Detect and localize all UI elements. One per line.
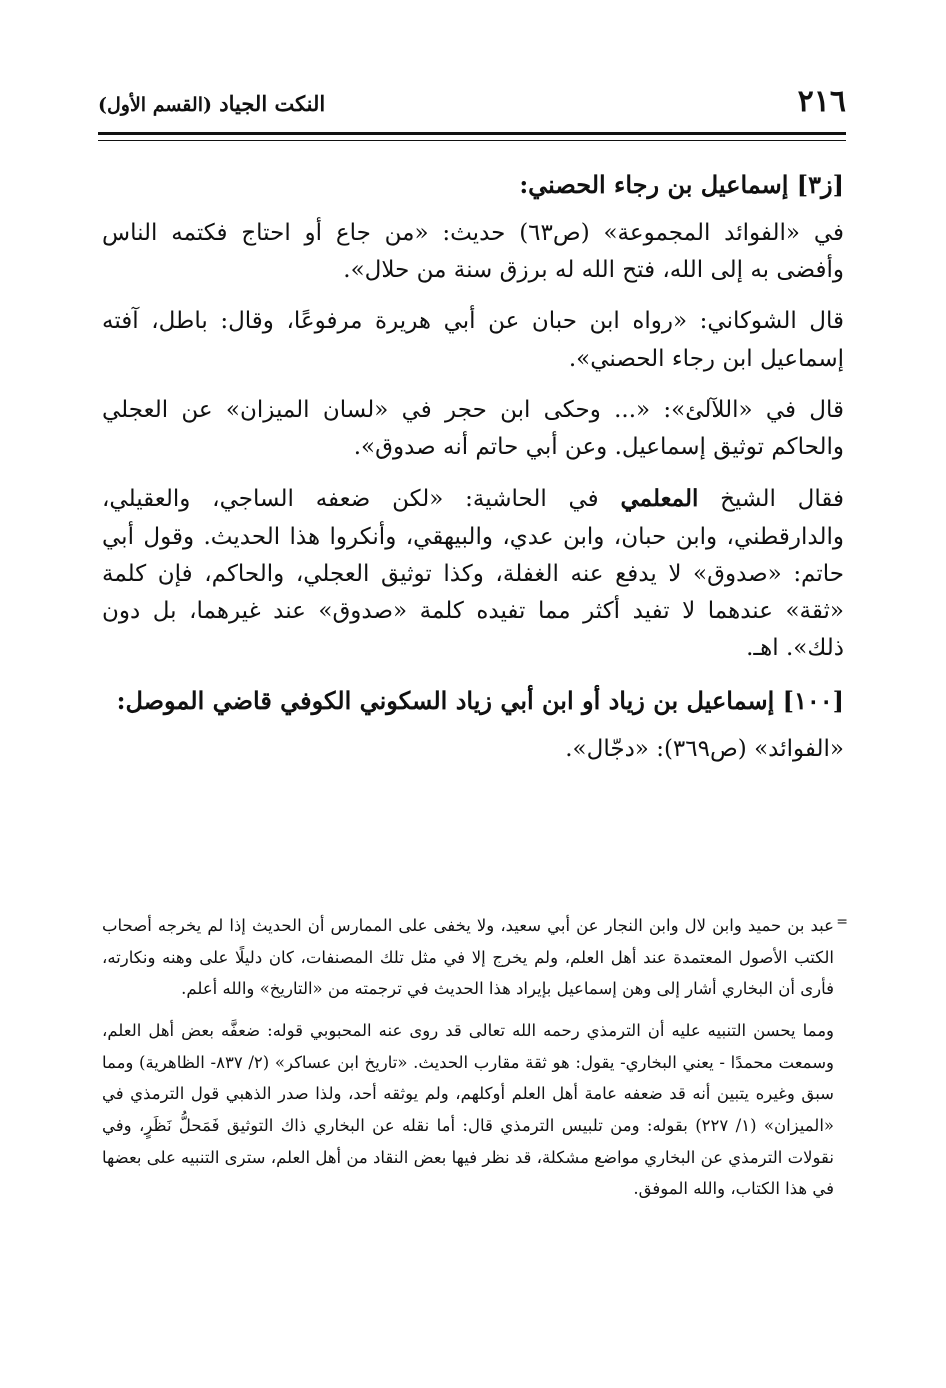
footnote-paragraph: عبد بن حميد وابن لال وابن النجار عن أبي سعيد، ولا يخفى على الممارس أن الحديث إذا لم يخرجه أصحاب الكتب الأصول المعتمدة عند أهل العلم، ولم يخرج إلا في مثل تلك المصنفات، كان دليلًا على وهنه ونكارته، فأرى أن البخاري أشار إلى وهن إسماعيل بإيراد هذا الحديث في ترجمته من «التاريخ» والله أعلم.: [102, 916, 834, 999]
entry-ismail-bin-raja: [102, 166, 844, 668]
footnotes: [102, 910, 834, 1215]
paragraph: في «الفوائد المجموعة» (ص٦٣) حديث: «من جاع أو احتاج فكتمه الناس وأفضى به إلى الله، فتح الله له برزق سنة من حلال».: [102, 219, 844, 284]
page-number: ٢١٦: [797, 84, 846, 119]
entry-ismail-bin-ziyad: [102, 682, 844, 768]
paragraph-prefix: فقال الشيخ: [698, 486, 844, 513]
header-rule-thin: [98, 140, 846, 141]
running-title-sub: (القسم الأول): [98, 94, 212, 116]
paragraph-rest: في الحاشية: «لكن ضعفه الساجي، والعقيلي، والدارقطني، وابن حبان، وابن عدي، والبيهقي، وأنكروا هذا الحديث. وقول أبي حاتم: «صدوق» لا يدفع عنه الغفلة، وكذا توثيق العجلي، والحاكم، فإن كلمة «ثقة» عندهما لا تفيد أكثر مما تفيده كلمة «صدوق» عند غيرهما، بل دون ذلك». اهـ.: [102, 486, 844, 662]
entry-title: [١٠٠] إسماعيل بن زياد أو ابن أبي زياد السكوني الكوفي قاضي الموصل:: [116, 685, 844, 715]
running-title: [98, 91, 325, 116]
footnote-continuation-marker: =: [836, 914, 848, 930]
paragraph-muallimi: [102, 480, 844, 667]
scholar-name: المعلمي: [620, 485, 699, 513]
page-header: [98, 84, 846, 124]
header-rule-thick: [98, 132, 846, 135]
main-text: [102, 166, 844, 782]
paragraph: «الفوائد» (ص٣٦٩): «دجّال».: [565, 735, 844, 762]
running-title-main: النكت الجياد: [219, 91, 326, 116]
paragraph: قال الشوكاني: «رواه ابن حبان عن أبي هريرة مرفوعًا، وقال: باطل، آفته إسماعيل ابن رجاء الحصني».: [102, 308, 844, 372]
footnote-paragraph: ومما يحسن التنبيه عليه أن الترمذي رحمه الله تعالى قد روى عنه المحبوبي قوله: ضعفَّه بعض أهل العلم، وسمعت محمدًا - يعني البخاري- يقول: هو ثقة مقارب الحديث. «تاريخ ابن عساكر» (٢/ ٨٣٧- الظاهرية) ومما سبق وغيره يتبين أنه قد ضعفه عامة أهل العلم أوكلهم، ولم يوثقه أحد، ولذا صدر الذهبي قول الترمذي في «الميزان» (١/ ٢٢٧) بقوله: ومن تلبيس الترمذي قال: أما نقله عن البخاري ذاك التوثيق فَمَحلُّ نَظَرٍ، وفي نقولات الترمذي عن البخاري مواضع مشكلة، قد نظر فيها بعض النقاد من أهل العلم، سترى التنبيه على بعضها في هذا الكتاب، والله الموفق.: [102, 1021, 835, 1199]
entry-title: [ز٣] إسماعيل بن رجاء الحصني:: [519, 170, 844, 199]
paragraph: قال في «اللآلئ»: «... وحكى ابن حجر في «لسان الميزان» عن العجلي والحاكم توثيق إسماعيل. وعن أبي حاتم أنه صدوق».: [102, 396, 844, 461]
